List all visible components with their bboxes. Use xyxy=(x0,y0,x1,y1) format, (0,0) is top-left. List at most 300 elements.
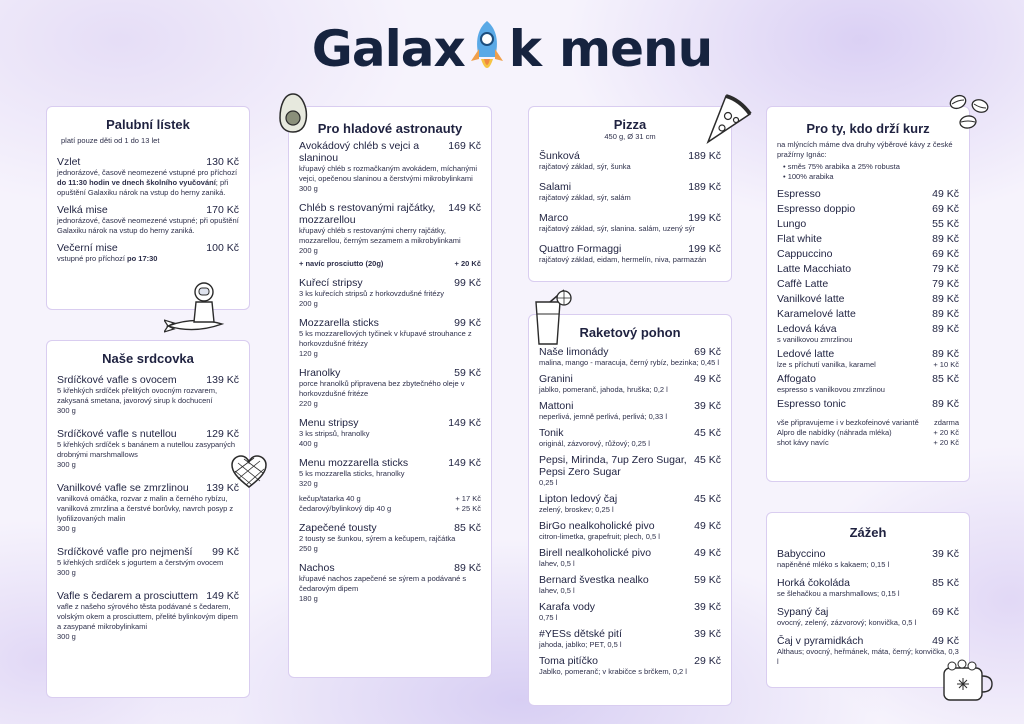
extra-label: + navíc prosciutto (20g) xyxy=(299,259,384,268)
menu-item-weight: 300 g xyxy=(57,524,76,533)
card-heading: Pizza xyxy=(613,117,647,132)
menu-item-row xyxy=(539,520,721,532)
menu-item-price: 69 Kč xyxy=(932,606,959,618)
menu-item-price: 85 Kč xyxy=(454,522,481,534)
menu-item-weight: 300 g xyxy=(57,568,76,577)
menu-item-name: Ledová káva xyxy=(777,323,837,335)
menu-item-price: 89 Kč xyxy=(932,293,959,305)
menu-item-price: 79 Kč xyxy=(932,263,959,275)
menu-item-description: křupavé nachos zapečené se sýrem a podávané s čedarovým dipem xyxy=(299,574,467,593)
menu-item xyxy=(777,635,959,667)
menu-item-name: Lipton ledový čaj xyxy=(539,493,618,505)
menu-item-price: 59 Kč xyxy=(454,367,481,379)
card-heading: Pro hladové astronauty xyxy=(317,121,463,136)
note-label: shot kávy navíc xyxy=(777,438,829,447)
menu-item-description: porce hranolků připravena bez zbytečného oleje v horkovzdušné fritéze xyxy=(299,379,465,398)
menu-item-price: 49 Kč xyxy=(694,373,721,385)
menu-item-row xyxy=(777,278,959,290)
card-heading: Pro ty, kdo drží kurz xyxy=(806,121,930,136)
menu-item-row xyxy=(57,546,239,558)
menu-item-price: 149 Kč xyxy=(448,417,481,429)
menu-item-weight: 320 g xyxy=(299,479,318,488)
menu-item-name: Tonik xyxy=(539,427,564,439)
menu-item-row xyxy=(539,150,721,162)
note-price: + 20 Kč xyxy=(933,428,959,437)
menu-item xyxy=(777,233,959,245)
menu-item-description: originál, zázvorový, růžový; 0,25 l xyxy=(539,439,650,448)
menu-item-name: BirGo nealkoholické pivo xyxy=(539,520,655,532)
menu-item xyxy=(539,243,721,265)
menu-item-description: jahoda, jablko; PET, 0,5 l xyxy=(539,640,622,649)
menu-item-row xyxy=(539,454,721,478)
menu-item-description: rajčatový základ, sýr, slanina. salám, uzený sýr xyxy=(539,224,695,233)
menu-item-row xyxy=(777,635,959,647)
extra-price: + 25 Kč xyxy=(455,504,481,513)
menu-item-row xyxy=(777,203,959,215)
menu-item-description: 5 křehkých srdíček s banánem a nutellou zasypaných drobnými marshmallows xyxy=(57,440,236,459)
menu-item-name: Naše limonády xyxy=(539,346,609,358)
menu-item-row xyxy=(539,427,721,439)
lemonade-glass-icon xyxy=(530,288,574,346)
menu-item-description: 5 ks mozzarellových tyčinek v křupavé strouhance z horkovzdušné fritézy xyxy=(299,329,472,348)
menu-item-description: jablko, pomeranč, jahoda, hruška; 0,2 l xyxy=(539,385,668,394)
menu-item-price: 55 Kč xyxy=(932,218,959,230)
menu-item-row xyxy=(539,601,721,613)
menu-item-name: Horká čokoláda xyxy=(777,577,850,589)
menu-item-name: Vanilkové latte xyxy=(777,293,845,305)
menu-item-row xyxy=(539,655,721,667)
card-pro-hladove-astronauty xyxy=(288,106,492,678)
menu-item-price: 129 Kč xyxy=(206,428,239,440)
description-text: jednorázové, časově neomezené vstupné pro příchozí xyxy=(57,168,238,177)
menu-item-price: 149 Kč xyxy=(448,457,481,469)
card-heading: Palubní lístek xyxy=(106,117,190,132)
menu-item-name: Vzlet xyxy=(57,156,81,168)
menu-item xyxy=(777,263,959,275)
menu-item-name: Karamelové latte xyxy=(777,308,856,320)
menu-item-description: rajčatový základ, sýr, salám xyxy=(539,193,631,202)
menu-item-name: Birell nealkoholické pivo xyxy=(539,547,652,559)
menu-item-name: Hranolky xyxy=(299,367,341,379)
description-highlight: po 17:30 xyxy=(127,254,158,263)
menu-item-price: 139 Kč xyxy=(206,482,239,494)
menu-item-name: Lungo xyxy=(777,218,807,230)
menu-item-row xyxy=(299,317,481,329)
menu-item xyxy=(539,150,721,172)
menu-item-row xyxy=(299,562,481,574)
menu-item-price: 45 Kč xyxy=(694,493,721,505)
menu-item-price: 39 Kč xyxy=(694,601,721,613)
heart-waffle-icon xyxy=(230,455,268,489)
menu-item-description: Althaus; ovocný, heřmánek, máta, černý; konvička, 0,3 l xyxy=(777,647,959,666)
note-price: + 20 Kč xyxy=(933,438,959,447)
menu-item xyxy=(539,628,721,650)
menu-item-row xyxy=(299,140,481,164)
menu-item-row xyxy=(539,547,721,559)
rocket-icon xyxy=(467,19,507,79)
menu-item-weight: 300 g xyxy=(299,184,318,193)
menu-item-name: Cappuccino xyxy=(777,248,833,260)
menu-item xyxy=(539,493,721,515)
menu-item-row xyxy=(777,248,959,260)
description-text: vstupné pro příchozí xyxy=(57,254,128,263)
menu-item-name: Šunková xyxy=(539,150,580,162)
menu-item xyxy=(777,278,959,290)
avocado-icon xyxy=(276,92,310,134)
menu-item-description: křupavý chléb s rozmačkaným avokádem, míchanými vejci, opečenou slaninou a čerstvými mikrobylinkami xyxy=(299,164,477,183)
menu-item-price: 189 Kč xyxy=(688,150,721,162)
menu-item-price: 45 Kč xyxy=(694,427,721,439)
menu-item-price: 100 Kč xyxy=(206,242,239,254)
list-item: • směs 75% arabika a 25% robusta xyxy=(783,162,959,172)
menu-item-price: 149 Kč xyxy=(448,202,481,214)
menu-item-price: 39 Kč xyxy=(932,548,959,560)
menu-item-row xyxy=(57,204,239,216)
menu-item-price: 49 Kč xyxy=(694,520,721,532)
menu-item-price: 130 Kč xyxy=(206,156,239,168)
menu-item-name: Karafa vody xyxy=(539,601,596,613)
card-subtitle: 450 g, Ø 31 cm xyxy=(604,132,656,141)
menu-item-price: 45 Kč xyxy=(694,454,721,466)
menu-item xyxy=(539,574,721,596)
coffee-note-row xyxy=(777,438,959,448)
menu-item-row xyxy=(539,346,721,358)
menu-item xyxy=(57,546,239,578)
menu-item xyxy=(777,218,959,230)
extra-label: kečup/tatarka 40 g xyxy=(299,494,361,503)
menu-item-price: 69 Kč xyxy=(932,203,959,215)
menu-item xyxy=(777,203,959,215)
menu-item-row xyxy=(299,522,481,534)
menu-item-price: 139 Kč xyxy=(206,374,239,386)
menu-item-row xyxy=(777,577,959,589)
prosciutto-extra xyxy=(299,259,481,269)
menu-item-row xyxy=(539,400,721,412)
card-nase-srdcovka xyxy=(46,340,250,698)
menu-item-price: 69 Kč xyxy=(694,346,721,358)
menu-item xyxy=(57,428,239,470)
menu-item xyxy=(57,590,239,642)
menu-item-name: Nachos xyxy=(299,562,335,574)
menu-item xyxy=(777,293,959,305)
menu-item xyxy=(539,212,721,234)
menu-item-price: 49 Kč xyxy=(932,188,959,200)
menu-item-name: Sypaný čaj xyxy=(777,606,829,618)
menu-item-weight: 180 g xyxy=(299,594,318,603)
menu-item-row xyxy=(299,202,481,226)
menu-item-weight: 200 g xyxy=(299,246,318,255)
title-part-2: k xyxy=(508,20,541,78)
menu-item-description: neperlivá, jemně perlivá, perlivá; 0,33 l xyxy=(539,412,667,421)
astronaut-on-rocket-icon xyxy=(164,278,228,342)
menu-item-price: 149 Kč xyxy=(206,590,239,602)
description-text: ; při opuštění Galaxiku nárok na vstup do herny zaniká. xyxy=(57,178,229,197)
menu-item xyxy=(299,562,481,604)
dip-extra-row xyxy=(299,494,481,504)
menu-item-price: 89 Kč xyxy=(932,348,959,360)
menu-item-price: 39 Kč xyxy=(694,628,721,640)
menu-item-weight: 200 g xyxy=(299,299,318,308)
menu-item-row xyxy=(777,293,959,305)
menu-item-name: Zapečené tousty xyxy=(299,522,377,534)
coffee-bullets xyxy=(783,162,959,182)
menu-item-price: 89 Kč xyxy=(454,562,481,574)
menu-item-price: 89 Kč xyxy=(932,398,959,410)
menu-item xyxy=(57,156,239,198)
menu-item-price: 85 Kč xyxy=(932,373,959,385)
menu-item-name: Espresso doppio xyxy=(777,203,856,215)
note-label: vše připravujeme i v bezkofeinové variantě xyxy=(777,418,919,427)
menu-item-name: Vanilkové vafle se zmrzlinou xyxy=(57,482,189,494)
menu-item xyxy=(777,373,959,395)
menu-item xyxy=(299,317,481,359)
card-pro-ty-kdo-drzi-kurz xyxy=(766,106,970,482)
menu-item-name: Bernard švestka nealko xyxy=(539,574,649,586)
pizza-slice-icon xyxy=(700,90,754,146)
menu-item-name: Flat white xyxy=(777,233,822,245)
menu-item xyxy=(57,242,239,264)
menu-item-row xyxy=(777,308,959,320)
menu-item-description: rajčatový základ, sýr, šunka xyxy=(539,162,631,171)
menu-item-description: napěněné mléko s kakaem; 0,15 l xyxy=(777,560,890,569)
menu-item xyxy=(539,655,721,677)
title-part-1: Galax xyxy=(311,20,465,78)
menu-item xyxy=(539,454,721,488)
menu-item-row xyxy=(777,548,959,560)
menu-item-description: vanilková omáčka, rozvar z malin a černého rybízu, vanilková zmrzlina a čerstvé borůvky, navrch posyp z lyofilizovaných malin xyxy=(57,494,234,523)
menu-item xyxy=(539,181,721,203)
menu-item-price: 89 Kč xyxy=(932,308,959,320)
coffee-note-row xyxy=(777,418,959,428)
menu-item-name: Mozzarella sticks xyxy=(299,317,379,329)
menu-item-row xyxy=(299,367,481,379)
menu-item-price: 39 Kč xyxy=(694,400,721,412)
menu-item-row xyxy=(539,574,721,586)
dip-extra-row xyxy=(299,504,481,514)
menu-item-name: Menu mozzarella sticks xyxy=(299,457,409,469)
menu-item-price: 199 Kč xyxy=(688,243,721,255)
hot-chocolate-mug-icon xyxy=(938,656,996,706)
menu-item-description: 3 ks kuřecích stripsů z horkovzdušné fritézy xyxy=(299,289,445,298)
menu-item-row xyxy=(777,373,959,385)
menu-item xyxy=(57,482,239,534)
menu-item-row xyxy=(299,417,481,429)
menu-item-name: Avokádový chléb s vejci a slaninou xyxy=(299,140,420,164)
note-price: zdarma xyxy=(933,418,959,427)
menu-item-row xyxy=(777,348,959,360)
menu-item xyxy=(299,140,481,194)
menu-item-name: Kuřecí stripsy xyxy=(299,277,363,289)
menu-item xyxy=(539,601,721,623)
menu-item-row xyxy=(777,218,959,230)
menu-item-price: 99 Kč xyxy=(454,277,481,289)
menu-item xyxy=(299,277,481,309)
extra-price: + 20 Kč xyxy=(454,259,481,268)
note-label: Alpro dle nabídky (náhrada mléka) xyxy=(777,428,892,437)
menu-item-row xyxy=(57,156,239,168)
menu-item-description: 2 tousty se šunkou, sýrem a kečupem, rajčátka xyxy=(299,534,456,543)
coffee-beans-icon xyxy=(944,90,996,134)
menu-item-description: 0,75 l xyxy=(539,613,558,622)
menu-item-price: 49 Kč xyxy=(694,547,721,559)
menu-item-name: Srdíčkové vafle s ovocem xyxy=(57,374,177,386)
menu-item xyxy=(777,398,959,410)
menu-item-name: Srdíčkové vafle pro nejmenší xyxy=(57,546,193,558)
menu-item-price: 69 Kč xyxy=(932,248,959,260)
card-note: platí pouze děti od 1 do 13 let xyxy=(61,136,160,145)
dip-extras xyxy=(299,494,481,514)
menu-item xyxy=(299,522,481,554)
menu-item xyxy=(777,348,959,370)
menu-item-row xyxy=(57,482,239,494)
menu-item xyxy=(777,248,959,260)
menu-item-row xyxy=(777,398,959,410)
menu-item-description: espresso s vanilkovou zmrzlinou xyxy=(777,385,885,394)
menu-item xyxy=(539,427,721,449)
menu-item-name: Velká mise xyxy=(57,204,108,216)
menu-item-name: Ledové latte xyxy=(777,348,835,360)
menu-item-description: vafle z našeho sýrového těsta podávané s čedarem, volským okem a prosciuttem, přelité bylinkovým dipem a zasypané mikrobylinkami xyxy=(57,602,238,631)
menu-item-row xyxy=(539,212,721,224)
menu-item-weight: 250 g xyxy=(299,544,318,553)
menu-item-row xyxy=(299,457,481,469)
menu-item-row xyxy=(539,373,721,385)
menu-item-description: 5 křehkých srdíček přelitých ovocným rozvarem, zakysaná smetana, javorový sirup k dochucení xyxy=(57,386,218,405)
menu-item-name: Srdíčkové vafle s nutellou xyxy=(57,428,177,440)
menu-item-description: citron-limetka, grapefruit; plech, 0,5 l xyxy=(539,532,660,541)
menu-item-price: 189 Kč xyxy=(688,181,721,193)
menu-item-description xyxy=(57,216,239,236)
menu-item xyxy=(299,457,481,489)
menu-item xyxy=(299,202,481,256)
menu-item-row xyxy=(57,428,239,440)
menu-item-name: #YESs dětské pití xyxy=(539,628,622,640)
menu-item xyxy=(57,374,239,416)
list-item: • 100% arabika xyxy=(783,172,959,182)
menu-item-weight: 220 g xyxy=(299,399,318,408)
menu-title xyxy=(0,14,1024,84)
menu-item xyxy=(777,577,959,599)
menu-item-price: 170 Kč xyxy=(206,204,239,216)
extra-label: čedarový/bylinkový dip 40 g xyxy=(299,504,392,513)
title-part-3: menu xyxy=(558,20,713,78)
menu-item-price: 199 Kč xyxy=(688,212,721,224)
menu-item-description: s vanilkovou zmrzlinou xyxy=(777,335,853,344)
menu-item-price: 79 Kč xyxy=(932,278,959,290)
menu-item-name: Quattro Formaggi xyxy=(539,243,622,255)
menu-item-row xyxy=(777,188,959,200)
menu-item xyxy=(777,308,959,320)
menu-item-price: 89 Kč xyxy=(932,233,959,245)
menu-item-name: Vafle s čedarem a prosciuttem xyxy=(57,590,199,602)
menu-item-name: Chléb s restovanými rajčátky, mozzarellou xyxy=(299,202,436,226)
menu-item-name: Caffè Latte xyxy=(777,278,829,290)
menu-item-row xyxy=(539,628,721,640)
menu-item-price: 85 Kč xyxy=(932,577,959,589)
menu-item-description xyxy=(57,168,239,198)
menu-item-name: Večerní mise xyxy=(57,242,118,254)
menu-item-description: 3 ks stripsů, hranolky xyxy=(299,429,370,438)
menu-item-name: Babyccino xyxy=(777,548,826,560)
menu-item-description: křupavý chléb s restovanými cherry rajčátky, mozzarellou, černým sezamem a mikrobylinkami xyxy=(299,226,461,245)
extra-price: + 17 Kč xyxy=(455,494,481,503)
menu-item-row xyxy=(299,277,481,289)
menu-item-name: Espresso xyxy=(777,188,821,200)
menu-item-name: Mattoni xyxy=(539,400,574,412)
menu-item-row xyxy=(777,323,959,335)
menu-item-description: 5 křehkých srdíček s jogurtem a čerstvým ovocem xyxy=(57,558,224,567)
menu-item xyxy=(539,400,721,422)
menu-item xyxy=(777,606,959,628)
description-highlight: do 11:30 hodin ve dnech školního vyučování xyxy=(57,178,216,187)
menu-item-extra xyxy=(777,360,959,370)
menu-item-description xyxy=(57,254,207,264)
menu-item-description: se šlehačkou a marshmallows; 0,15 l xyxy=(777,589,900,598)
menu-item-description: lahev, 0,5 l xyxy=(539,559,575,568)
menu-item-row xyxy=(57,242,239,254)
menu-item-name: Menu stripsy xyxy=(299,417,359,429)
menu-item-row xyxy=(57,590,239,602)
menu-item xyxy=(539,373,721,395)
card-raketovy-pohon xyxy=(528,314,732,706)
menu-item xyxy=(777,323,959,345)
description-text: jednorázové, časově neomezené vstupné; při opuštění Galaxiku nárok na vstup do herny zaniká. xyxy=(57,216,239,235)
menu-item-name: Granini xyxy=(539,373,573,385)
menu-item-row xyxy=(57,374,239,386)
menu-item-weight: 300 g xyxy=(57,460,76,469)
menu-item-weight: 300 g xyxy=(57,406,76,415)
menu-item-row xyxy=(539,181,721,193)
menu-item-extra-price: + 10 Kč xyxy=(933,360,959,369)
card-heading: Raketový pohon xyxy=(579,325,681,340)
menu-item-price: 99 Kč xyxy=(212,546,239,558)
menu-item-row xyxy=(539,243,721,255)
coffee-note-row xyxy=(777,428,959,438)
menu-item-name: Affogato xyxy=(777,373,816,385)
menu-item xyxy=(777,188,959,200)
menu-item-description: rajčatový základ, eidam, hermelín, niva, parmazán xyxy=(539,255,707,264)
menu-item-name: Pepsi, Mirinda, 7up Zero Sugar, Pepsi Zero Sugar xyxy=(539,454,687,478)
menu-item-description: lahev, 0,5 l xyxy=(539,586,575,595)
menu-item xyxy=(777,548,959,570)
menu-item xyxy=(539,547,721,569)
menu-item-description: malina, mango - maracuja, černý rybíz, bezinka; 0,45 l xyxy=(539,358,720,367)
menu-item xyxy=(539,520,721,542)
coffee-intro: na mlýncích máme dva druhy výběrové kávy z české pražírny Ignác: xyxy=(777,140,953,159)
menu-item-price: 89 Kč xyxy=(932,323,959,335)
menu-item-price: 169 Kč xyxy=(448,140,481,152)
menu-item-weight: 300 g xyxy=(57,632,76,641)
menu-item xyxy=(299,417,481,449)
menu-item-row xyxy=(539,493,721,505)
menu-item-description: 0,25 l xyxy=(539,478,558,487)
menu-item-price: 49 Kč xyxy=(932,635,959,647)
menu-item xyxy=(57,204,239,236)
menu-item-weight: 400 g xyxy=(299,439,318,448)
menu-item-name: Čaj v pyramidkách xyxy=(777,635,864,647)
menu-item-price: 29 Kč xyxy=(694,655,721,667)
menu-item-weight: 120 g xyxy=(299,349,318,358)
menu-item-name: Latte Macchiato xyxy=(777,263,852,275)
menu-item-description: zelený, broskev; 0,25 l xyxy=(539,505,614,514)
menu-item-row xyxy=(777,606,959,618)
menu-item-description: Jablko, pomeranč; v krabičce s brčkem, 0,2 l xyxy=(539,667,687,676)
menu-item-name: Marco xyxy=(539,212,569,224)
card-heading: Zážeh xyxy=(849,525,887,540)
menu-item-description: lze s příchutí vanilka, karamel xyxy=(777,360,876,369)
card-heading: Naše srdcovka xyxy=(102,351,194,366)
menu-item-price: 59 Kč xyxy=(694,574,721,586)
